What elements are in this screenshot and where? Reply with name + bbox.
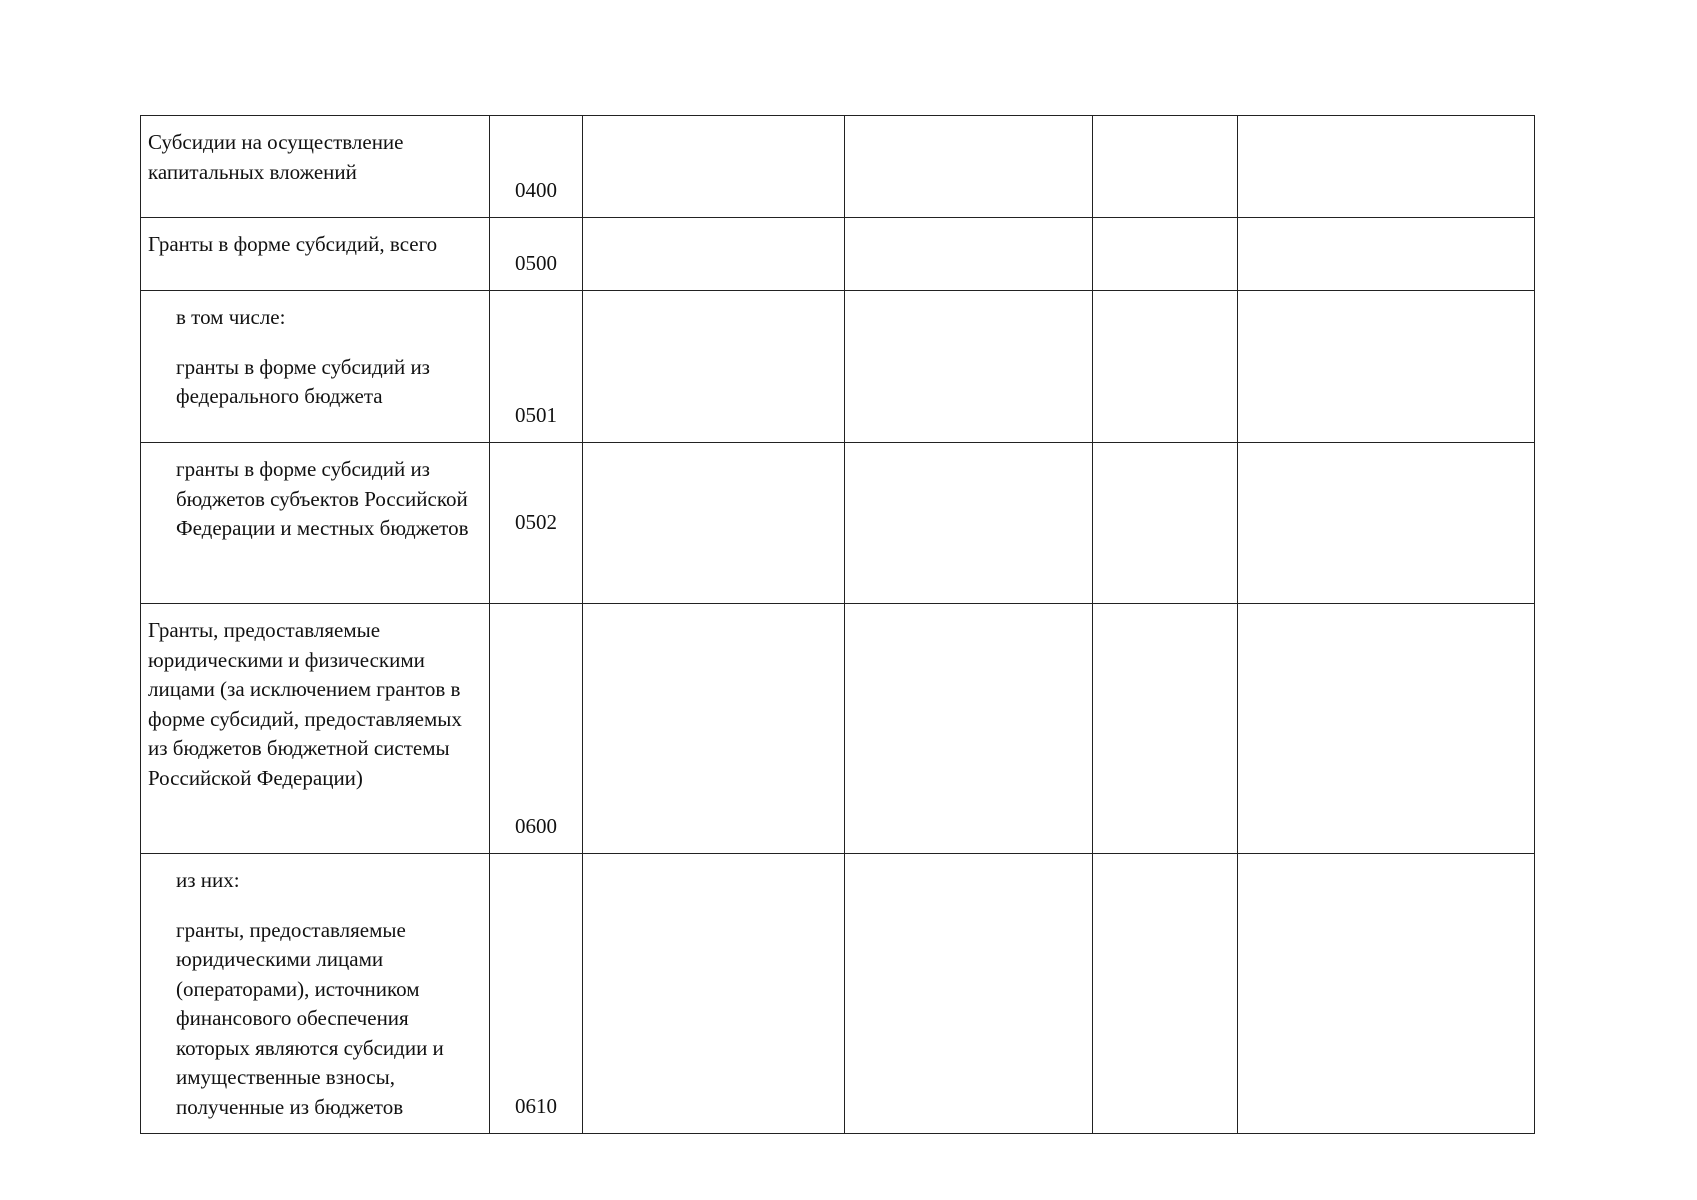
row-code: 0610 (515, 1093, 557, 1118)
row-label: Гранты в форме субсидий, всего (148, 232, 438, 256)
value-cell (1238, 116, 1535, 218)
row-code-cell (490, 291, 583, 443)
row-code: 0400 (515, 177, 557, 202)
row-label: гранты в форме субсидий из бюджетов субъектов Российской Федерации и местных бюджетов (176, 457, 469, 540)
value-cell (1238, 291, 1535, 443)
value-cell (1093, 218, 1238, 291)
row-label: гранты, предоставляемые юридическими лицами (операторами), источником финансового обеспечения которых являются субсидии и имущественные взносы, полученные из бюджетов (176, 917, 444, 1119)
table-row-0610 (141, 854, 1535, 1134)
row-lead-text: в том числе: (176, 305, 286, 329)
report-table (140, 115, 1535, 1134)
table-row-0501 (141, 291, 1535, 443)
row-label-cell (141, 291, 490, 443)
value-cell (845, 604, 1093, 854)
value-cell (1238, 218, 1535, 291)
row-label-cell (141, 116, 490, 218)
value-cell (1093, 443, 1238, 604)
row-label-cell (141, 854, 490, 1134)
row-lead-text: из них: (176, 868, 240, 892)
value-cell (583, 291, 845, 443)
table-row-0600 (141, 604, 1535, 854)
row-code: 0600 (515, 813, 557, 838)
value-cell (1093, 604, 1238, 854)
table-row-0400 (141, 116, 1535, 218)
value-cell (1093, 291, 1238, 443)
value-cell (845, 854, 1093, 1134)
value-cell (845, 218, 1093, 291)
value-cell (845, 443, 1093, 604)
value-cell (1238, 443, 1535, 604)
row-label-cell (141, 443, 490, 604)
value-cell (583, 604, 845, 854)
table-row-0502 (141, 443, 1535, 604)
row-code-cell (490, 854, 583, 1134)
row-label: гранты в форме субсидий из федерального бюджета (176, 354, 430, 408)
value-cell (1093, 854, 1238, 1134)
value-cell (583, 218, 845, 291)
value-cell (1238, 854, 1535, 1134)
row-code-cell (490, 218, 583, 291)
row-code: 0501 (515, 402, 557, 427)
value-cell (583, 116, 845, 218)
value-cell (583, 854, 845, 1134)
row-label-cell (141, 604, 490, 854)
table-row-0500 (141, 218, 1535, 291)
row-label-cell (141, 218, 490, 291)
row-code: 0502 (515, 510, 557, 535)
value-cell (583, 443, 845, 604)
row-code-cell (490, 116, 583, 218)
row-label: Субсидии на осуществление капитальных вложений (148, 130, 404, 184)
value-cell (845, 291, 1093, 443)
row-code-cell (490, 604, 583, 854)
row-label: Гранты, предоставляемые юридическими и физическими лицами (за исключением грантов в форме субсидий, предоставляемых из бюджетов бюджетной системы Российской Федерации) (148, 618, 462, 790)
row-code-cell (490, 443, 583, 604)
row-code: 0500 (515, 250, 557, 275)
value-cell (1238, 604, 1535, 854)
value-cell (1093, 116, 1238, 218)
value-cell (845, 116, 1093, 218)
